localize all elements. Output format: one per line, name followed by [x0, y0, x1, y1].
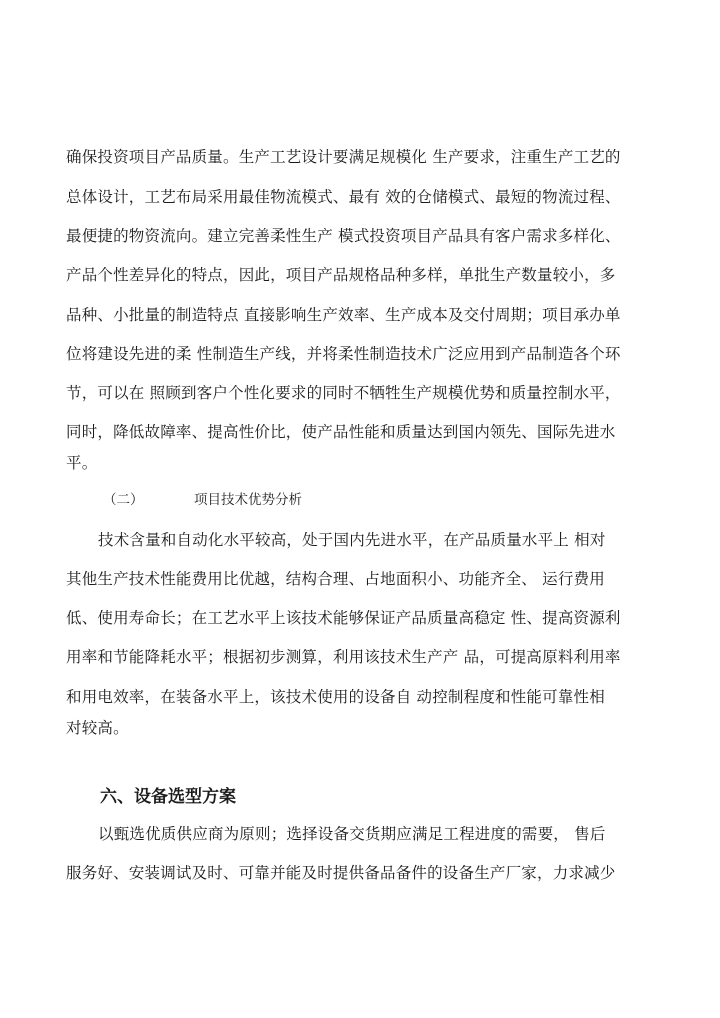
text-line: 品种、小批量的制造特点 直接影响生产效率、生产成本及交付周期；项目承办单 — [66, 306, 621, 324]
text-line: 其他生产技术性能费用比优越，结构合理、占地面积小、功能齐全、 运行费用 — [66, 570, 605, 588]
text-line: 服务好、安装调试及时、可靠并能及时提供备品备件的设备生产厂家，力求减少 — [66, 864, 616, 882]
text-line: 和用电效率，在装备水平上，该技术使用的设备自 动控制程度和性能可靠性相 — [66, 688, 605, 706]
subsection-number: （二） — [103, 492, 144, 508]
text-line: 对较高。 — [66, 719, 129, 737]
text-line: 平。 — [66, 454, 98, 472]
text-line: 最便捷的物资流向。建立完善柔性生产 模式投资项目产品具有客户需求多样化、 — [66, 227, 621, 245]
text-line: 位将建设先进的柔 性制造生产线，并将柔性制造技术广泛应用到产品制造各个环 — [66, 345, 621, 363]
text-line: 节，可以在 照顾到客户个性化要求的同时不牺牲生产规模优势和质量控制水平， — [66, 384, 621, 402]
text-line: 低、使用寿命长；在工艺水平上该技术能够保证产品质量高稳定 性、提高资源利 — [66, 609, 621, 627]
text-line: 总体设计，工艺布局采用最佳物流模式、最有 效的仓储模式、最短的物流过程、 — [66, 188, 621, 206]
text-line: 用率和节能降耗水平；根据初步测算，利用该技术生产产 品，可提高原料利用率 — [66, 648, 621, 666]
text-line: 同时，降低故障率、提高性价比，使产品性能和质量达到国内领先、国际先进水 — [66, 423, 616, 441]
section-heading: 六、设备选型方案 — [100, 787, 236, 807]
text-line: 以甄选优质供应商为原则；选择设备交货期应满足工程进度的需要， 售后 — [98, 825, 606, 843]
text-line: 确保投资项目产品质量。生产工艺设计要满足规模化 生产要求，注重生产工艺的 — [66, 148, 621, 166]
text-line: 技术含量和自动化水平较高，处于国内先进水平，在产品质量水平上 相对 — [98, 531, 606, 549]
text-line: 产品个性差异化的特点，因此，项目产品规格品种多样，单批生产数量较小，多 — [66, 266, 616, 284]
subsection-title: 项目技术优势分析 — [194, 492, 302, 508]
